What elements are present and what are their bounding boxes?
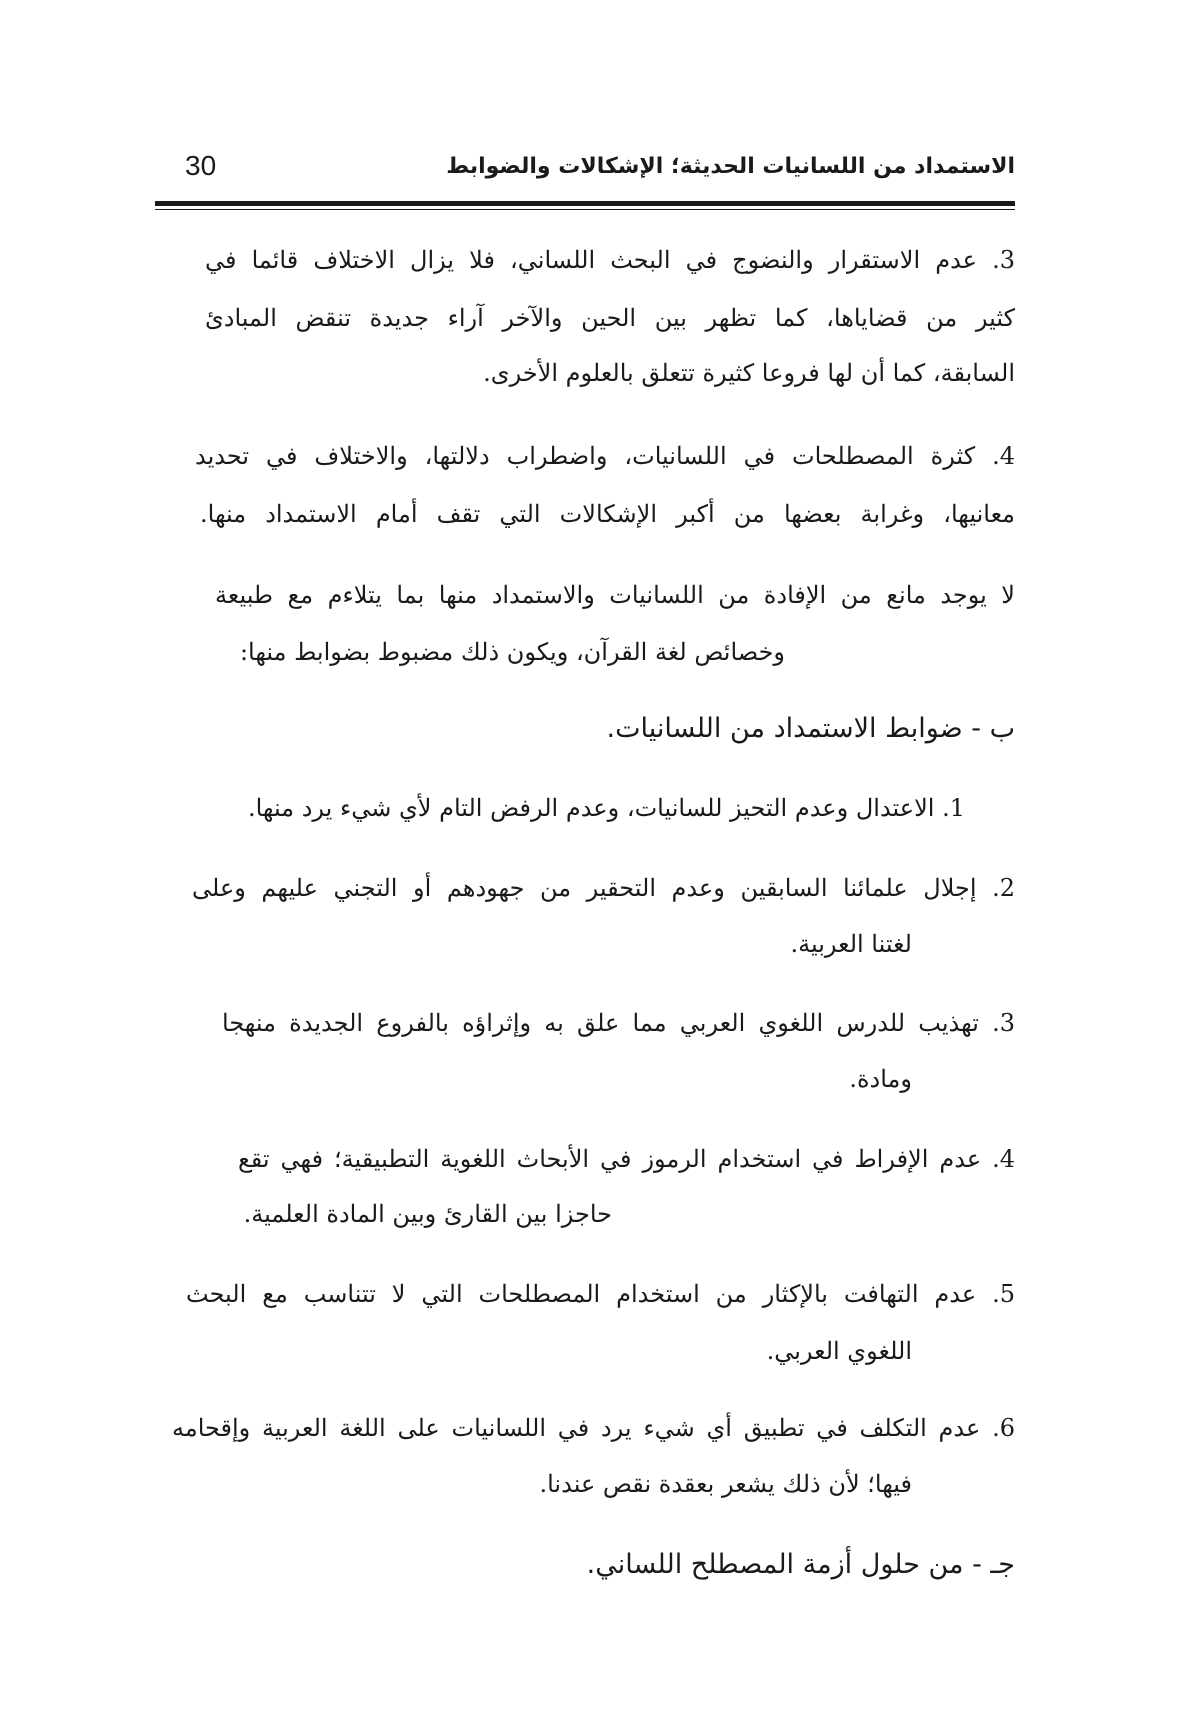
rule-6: 6. عدم التكلف في تطبيق أي شيء يرد في اللسانيات على اللغة العربية وإقحامه (172, 1414, 1015, 1442)
header-rule-thick (155, 201, 1015, 206)
section-heading-c: جـ - من حلول أزمة المصطلح اللساني. (586, 1549, 1015, 1580)
header-rule-thin (155, 209, 1015, 210)
item3-line: كثير من قضاياها، كما تظهر بين الحين والآخر آراء جديدة تنقض المبادئ (205, 304, 1015, 332)
running-title: الاستمداد من اللسانيات الحديثة؛ الإشكالات والضوابط (446, 154, 1015, 179)
rule-2: 2. إجلال علمائنا السابقين وعدم التحقير من جهودهم أو التجني عليهم وعلى (192, 874, 1015, 902)
item3-line: السابقة، كما أن لها فروعا كثيرة تتعلق بالعلوم الأخرى. (483, 359, 1015, 387)
item4-line: 4. كثرة المصطلحات في اللسانيات، واضطراب دلالتها، والاختلاف في تحديد (195, 442, 1015, 470)
rule-5: 5. عدم التهافت بالإكثار من استخدام المصطلحات التي لا تتناسب مع البحث (186, 1280, 1015, 1308)
rule-1: 1. الاعتدال وعدم التحيز للسانيات، وعدم الرفض التام لأي شيء يرد منها. (247, 794, 965, 822)
rule-4: 4. عدم الإفراط في استخدام الرموز في الأبحاث اللغوية التطبيقية؛ فهي تقع (238, 1145, 1015, 1173)
page-header (155, 148, 1015, 196)
rule-6: فيها؛ لأن ذلك يشعر بعقدة نقص عندنا. (539, 1470, 912, 1498)
rule-3: ومادة. (849, 1065, 912, 1093)
rule-2: لغتنا العربية. (790, 930, 912, 958)
item4-line: معانيها، وغرابة بعضها من أكبر الإشكالات التي تقف أمام الاستمداد منها. (200, 500, 1015, 528)
rule-4: حاجزا بين القارئ وبين المادة العلمية. (243, 1200, 612, 1228)
paragraph-line: وخصائص لغة القرآن، ويكون ذلك مضبوط بضوابط منها: (239, 638, 785, 666)
paragraph-line: لا يوجد مانع من الإفادة من اللسانيات والاستمداد منها بما يتلاءم مع طبيعة (215, 581, 1015, 609)
rule-3: 3. تهذيب للدرس اللغوي العربي مما علق به وإثراؤه بالفروع الجديدة منهجا (222, 1009, 1015, 1037)
rule-5: اللغوي العربي. (766, 1337, 912, 1365)
item3-line: 3. عدم الاستقرار والنضوج في البحث اللساني، فلا يزال الاختلاف قائما في (205, 246, 1015, 274)
section-heading-b: ب - ضوابط الاستمداد من اللسانيات. (606, 713, 1015, 744)
page-number: 30 (185, 150, 217, 181)
